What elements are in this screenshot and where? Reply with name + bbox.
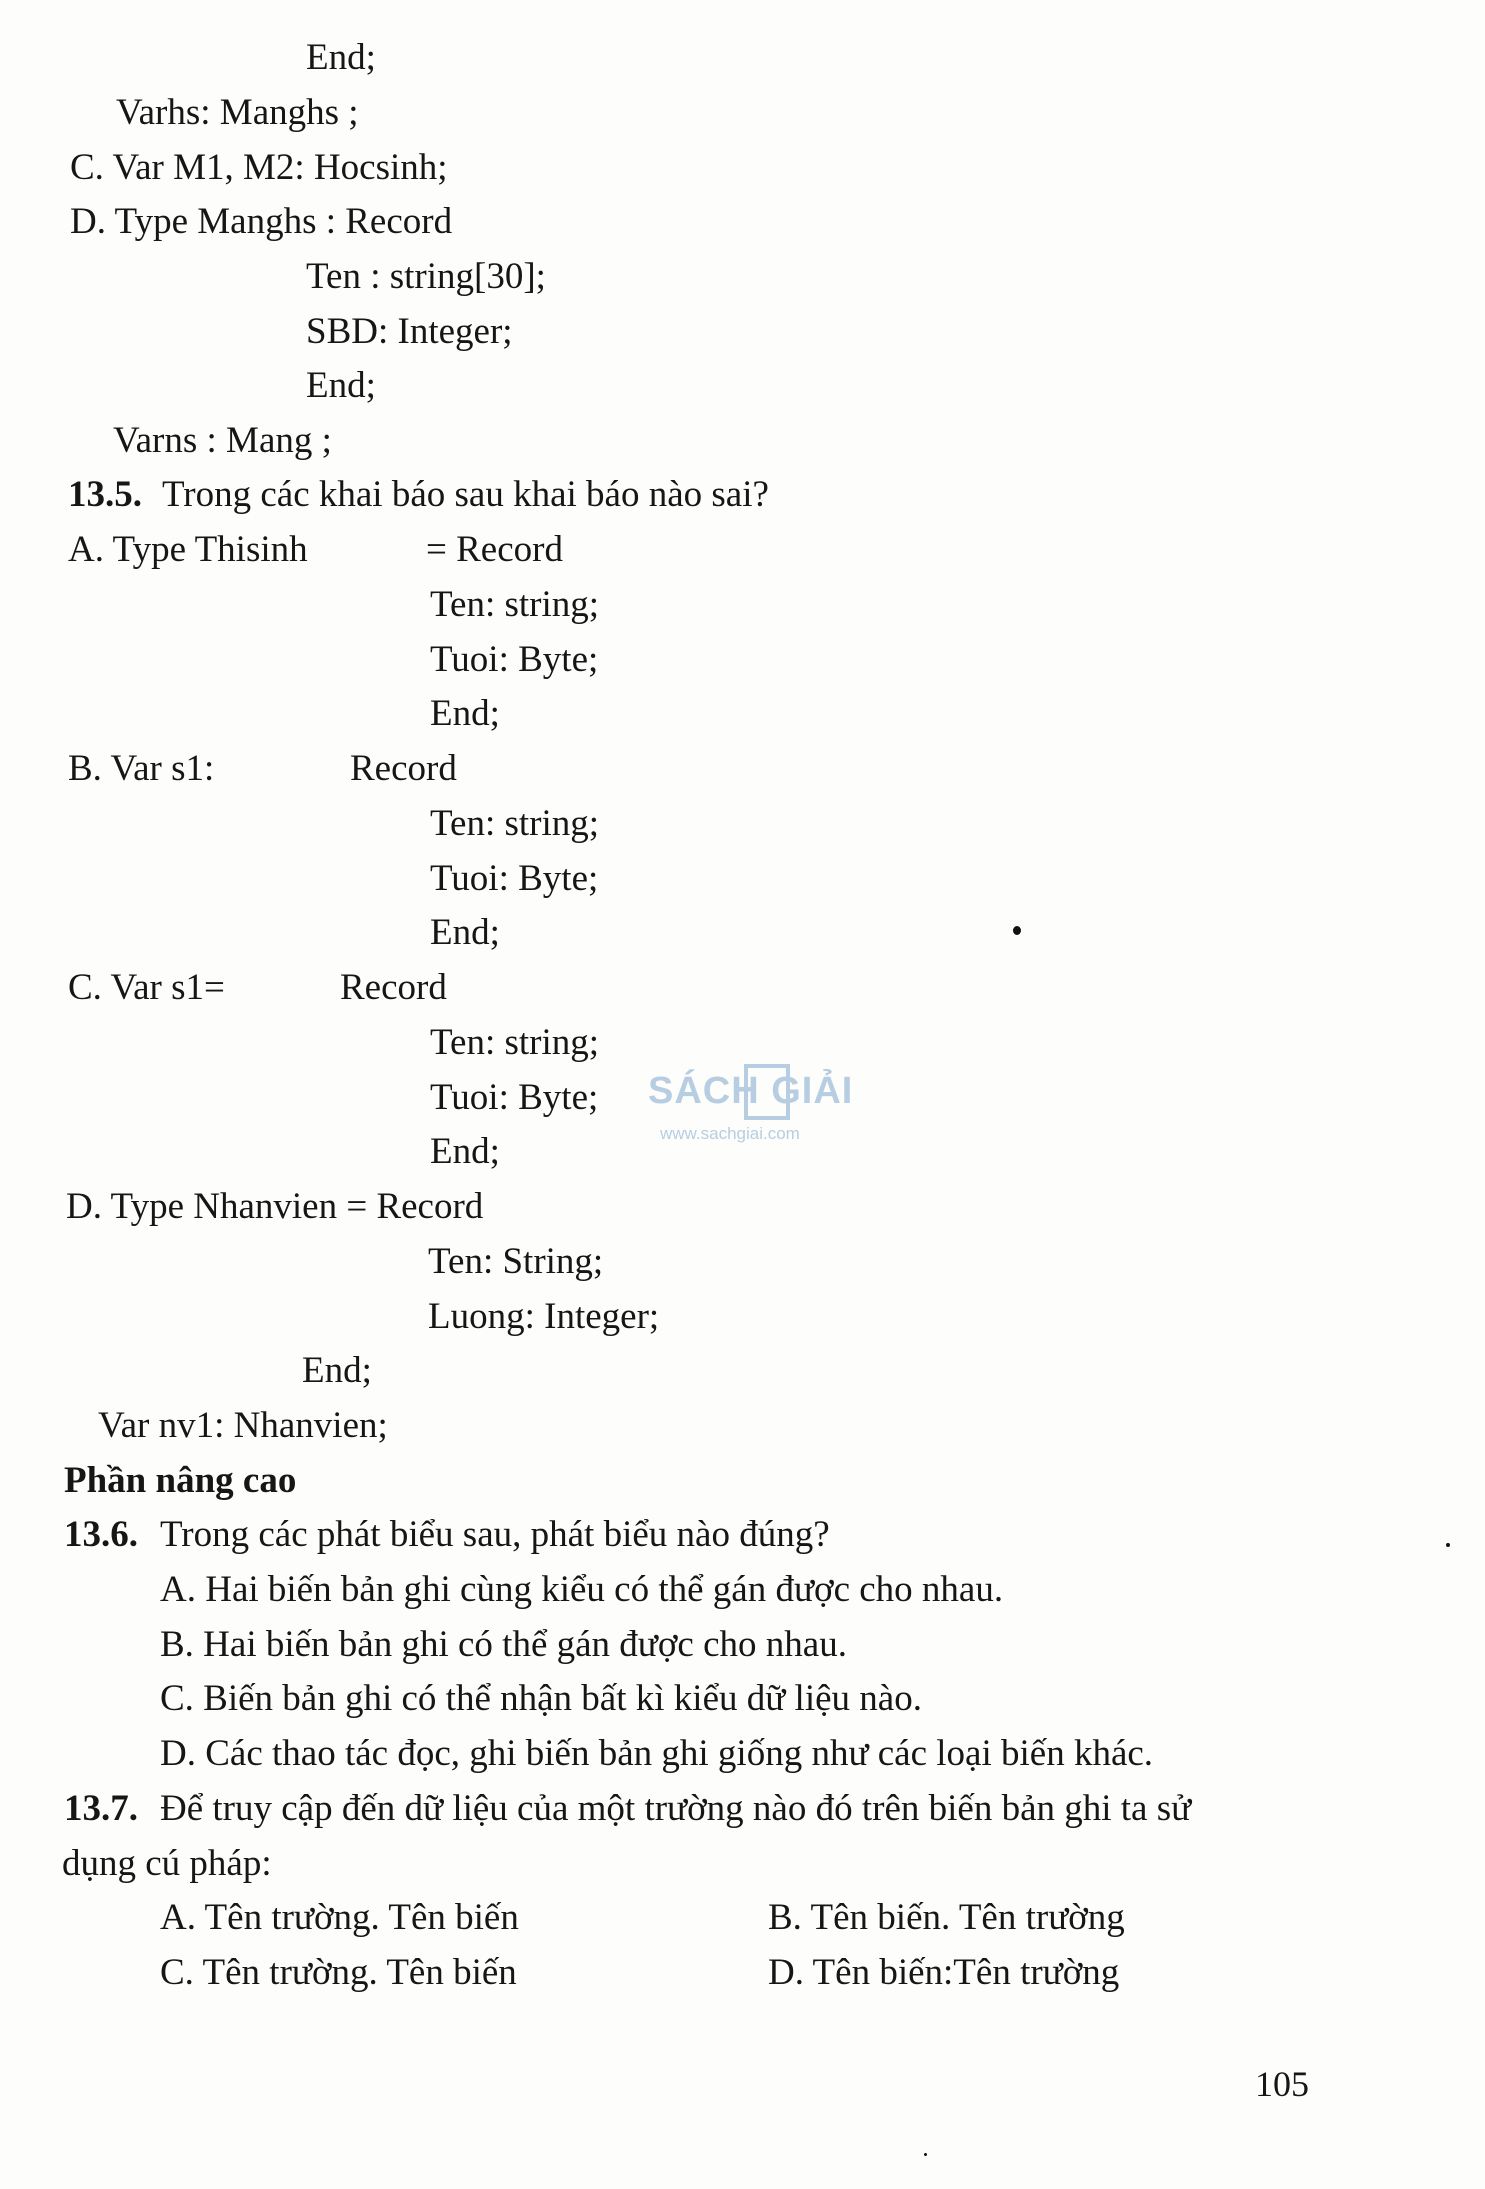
code-line: Record bbox=[350, 748, 457, 789]
code-line: Record bbox=[340, 967, 447, 1008]
code-line: End; bbox=[430, 1131, 500, 1172]
option-d: D. Type Manghs : Record bbox=[70, 201, 453, 242]
option-a: A. Hai biến bản ghi cùng kiểu có thể gán được cho nhau. bbox=[160, 1569, 1004, 1610]
watermark-brand: SÁCH GIẢI bbox=[648, 1070, 854, 1112]
option-d: D. Type Nhanvien = Record bbox=[66, 1186, 484, 1227]
code-line: Ten: string; bbox=[430, 1022, 600, 1063]
question-text: Để truy cập đến dữ liệu của một trường nào đó trên biến bản ghi ta sử bbox=[160, 1788, 1192, 1829]
option-a: A. Type Thisinh bbox=[68, 529, 308, 570]
code-line: Ten : string[30]; bbox=[306, 256, 546, 297]
code-line: Ten: string; bbox=[430, 803, 600, 844]
code-line: End; bbox=[306, 37, 376, 78]
question-text: Trong các phát biểu sau, phát biểu nào đúng? bbox=[160, 1514, 830, 1555]
option-a: A. Tên trường. Tên biến bbox=[160, 1897, 519, 1938]
option-c: C. Biến bản ghi có thể nhận bất kì kiểu dữ liệu nào. bbox=[160, 1678, 922, 1719]
code-line: Luong: Integer; bbox=[428, 1296, 660, 1337]
watermark-logo bbox=[648, 1052, 868, 1162]
code-line: Ten: String; bbox=[428, 1241, 604, 1282]
code-line: = Record bbox=[426, 529, 563, 570]
option-c: C. Var s1= bbox=[68, 967, 225, 1008]
code-line: End; bbox=[430, 912, 500, 953]
question-number: 13.5. bbox=[68, 474, 142, 515]
question-number: 13.7. bbox=[64, 1788, 138, 1829]
code-line: Varns : Mang ; bbox=[113, 420, 332, 461]
question-text: Trong các khai báo sau khai báo nào sai? bbox=[162, 474, 769, 515]
question-number: 13.6. bbox=[64, 1514, 138, 1555]
code-line: End; bbox=[306, 365, 376, 406]
code-line: Varhs: Manghs ; bbox=[116, 92, 359, 133]
code-line: End; bbox=[430, 693, 500, 734]
option-d: D. Tên biến:Tên trường bbox=[768, 1952, 1120, 1993]
code-line: Ten: string; bbox=[430, 584, 600, 625]
option-c: C. Tên trường. Tên biến bbox=[160, 1952, 517, 1993]
option-b: B. Tên biến. Tên trường bbox=[768, 1897, 1125, 1938]
speck-mark bbox=[924, 2153, 927, 2156]
question-text: dụng cú pháp: bbox=[62, 1843, 272, 1884]
code-line: Tuoi: Byte; bbox=[430, 858, 599, 899]
code-line: End; bbox=[302, 1350, 372, 1391]
speck-mark bbox=[1446, 1543, 1450, 1547]
code-line: Tuoi: Byte; bbox=[430, 1077, 599, 1118]
speck-mark bbox=[1013, 926, 1021, 935]
page-number: 105 bbox=[1255, 2064, 1309, 2104]
code-line: Tuoi: Byte; bbox=[430, 639, 599, 680]
section-heading: Phần nâng cao bbox=[64, 1460, 297, 1501]
watermark-url: www.sachgiai.com bbox=[660, 1124, 800, 1143]
option-d: D. Các thao tác đọc, ghi biến bản ghi giống như các loại biến khác. bbox=[160, 1733, 1154, 1774]
code-line: Var nv1: Nhanvien; bbox=[98, 1405, 388, 1446]
option-b: B. Hai biến bản ghi có thể gán được cho nhau. bbox=[160, 1624, 847, 1665]
code-line: SBD: Integer; bbox=[306, 311, 513, 352]
option-c: C. Var M1, M2: Hocsinh; bbox=[70, 147, 448, 188]
option-b: B. Var s1: bbox=[68, 748, 215, 789]
